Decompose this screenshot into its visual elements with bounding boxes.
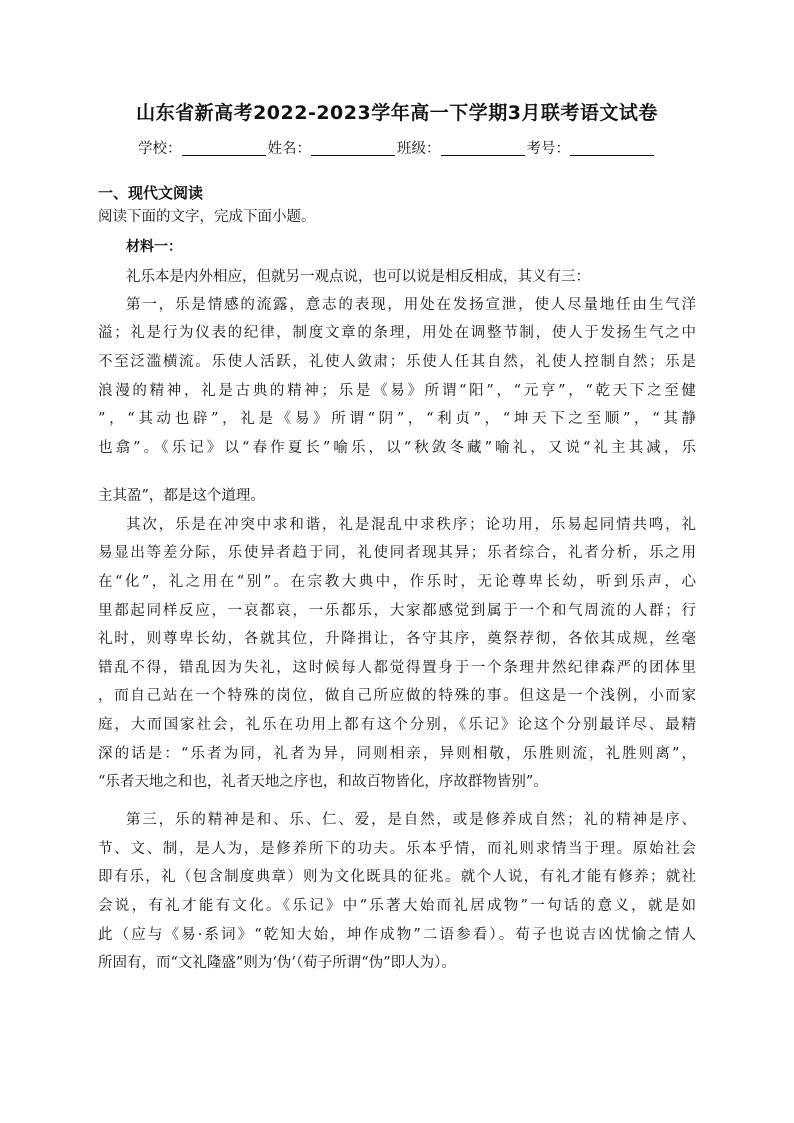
text-line: 庭，大而国家社会，礼乐在功用上都有这个分别，《乐记》论这个分别最详尽、最精	[98, 717, 696, 733]
student-info-line	[0, 137, 794, 158]
text-line: “乐者天地之和也，礼者天地之序也，和故百物皆化，序故群物皆别”。	[98, 774, 548, 790]
school-label: 学校：	[138, 141, 182, 157]
text-line: 深的话是：“乐者为同，礼者为异，同则相亲，异则相敬，乐胜则流，礼胜则离”，	[98, 746, 696, 762]
text-line: 会说，有礼才能有文化。《乐记》中“乐著大始而礼居成物”一句话的意义，就是如	[98, 898, 696, 914]
text-line: 也翕”。《乐记》以“春作夏长”喻乐，以“秋敛冬藏”喻礼，又说“礼主其减，乐	[98, 440, 696, 456]
exam-number-blank	[570, 141, 654, 156]
text-line: 在“化”，礼之用在“别”。在宗教大典中，作乐时，无论尊卑长幼，听到乐声，心	[98, 574, 696, 590]
text-line: 浪漫的精神，礼是古典的精神；乐是《易》所谓“阳”，“元亨”，“乾天下之至健	[98, 383, 696, 399]
text-line: 礼时，则尊卑长幼，各就其位，升降揖让，各守其序，奠祭荐彻，各依其成规，丝毫	[98, 631, 696, 647]
name-label: 姓名：	[267, 141, 311, 157]
reading-instruction: 阅读下面的文字，完成下面小题。	[98, 209, 316, 225]
section-heading: 一、现代文阅读	[98, 184, 204, 202]
text-line: ”，“其动也辟”，礼是《易》所谓“阴”，“利贞”，“坤天下之至顺”，“其静	[98, 411, 696, 427]
text-line: 主其盈”，都是这个道理。	[98, 488, 265, 504]
school-blank	[182, 141, 266, 156]
text-line: ，而自己站在一个特殊的岗位，做自己所应做的特殊的事。但这是一个浅例，小而家	[98, 688, 696, 704]
text-line: 易显出等差分际，乐使异者趋于同，礼使同者现其异；乐者综合，礼者分析，乐之用	[98, 545, 696, 561]
document-title: 山东省新高考2022-2023学年高一下学期3月联考语文试卷	[136, 102, 658, 124]
text-line: 错乱不得，错乱因为失礼，这时候每人都觉得置身于一个条理井然纪律森严的团体里	[98, 660, 696, 676]
exam-number-label: 考号：	[526, 141, 570, 157]
text-line: 第一，乐是情感的流露，意志的表现，用处在发扬宣泄，使人尽量地任由生气洋	[126, 297, 696, 313]
class-blank	[441, 141, 525, 156]
class-label: 班级：	[397, 141, 441, 157]
name-blank	[311, 141, 395, 156]
material-label: 材料一：	[126, 239, 182, 255]
text-line: 礼乐本是内外相应，但就另一观点说，也可以说是相反相成，其义有三：	[126, 269, 590, 285]
text-line: 此（应与《易·系词》“乾知大始，坤作成物”二语参看）。荀子也说吉凶忧愉之情人	[98, 927, 696, 943]
text-line: 溢；礼是行为仪表的纪律，制度文章的条理，用处在调整节制，使人于发扬生气之中	[98, 325, 696, 341]
text-line: 即有乐，礼（包含制度典章）则为文化既具的征兆。就个人说，有礼才能有修养；就社	[98, 869, 696, 885]
text-line: 不至泛滥横流。乐使人活跃，礼使人敛肃；乐使人任其自然，礼使人控制自然；乐是	[98, 354, 696, 370]
text-line: 所固有，而“文礼隆盛”则为‘伪’（荀子所谓“伪”即人为）。	[98, 955, 456, 971]
text-line: 节、文、制，是人为，是修养所下的功夫。乐本乎情，而礼则求情当于理。原始社会	[98, 841, 696, 857]
text-line: 里都起同样反应，一哀都哀，一乐都乐，大家都感觉到属于一个和气周流的人群；行	[98, 603, 696, 619]
text-line: 第三，乐的精神是和、乐、仁、爱，是自然，或是修养成自然；礼的精神是序、	[126, 812, 696, 828]
text-line: 其次，乐是在冲突中求和谐，礼是混乱中求秩序；论功用，乐易起同情共鸣，礼	[126, 517, 696, 533]
